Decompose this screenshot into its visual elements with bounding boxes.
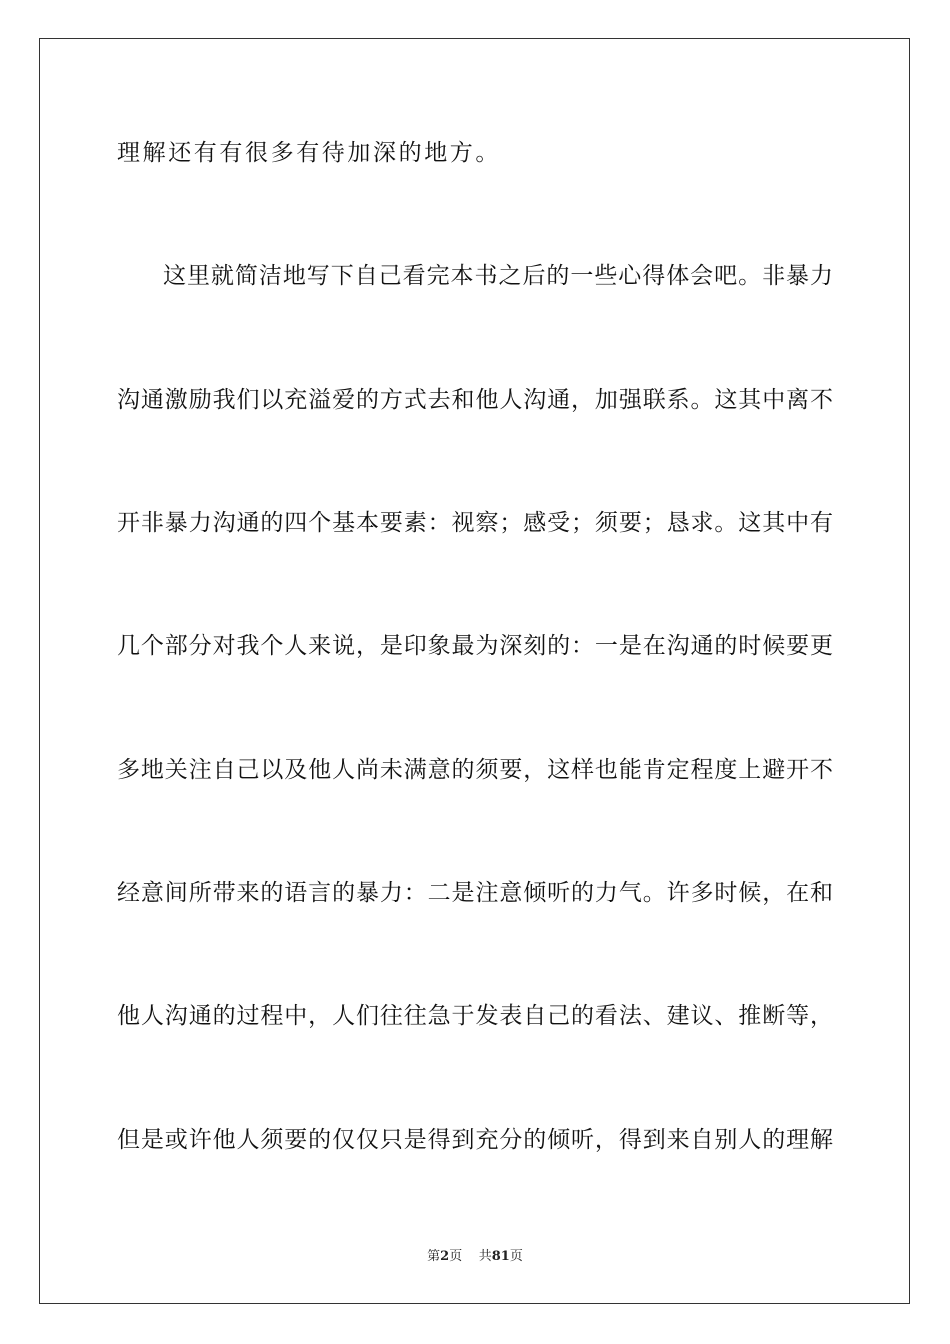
text-line-8: 他人沟通的过程中，人们往往急于发表自己的看法、建议、推断等， [117,1003,833,1029]
page-number: 2 [440,1249,450,1264]
text-line-6: 多地关注自己以及他人尚未满意的须要，这样也能肯定程度上避开不 [117,757,833,783]
page-suffix: 页 [449,1249,463,1264]
text-line-7: 经意间所带来的语言的暴力：二是注意倾听的力气。许多时候，在和 [117,880,833,906]
page-border [39,38,910,1304]
text-line-5: 几个部分对我个人来说，是印象最为深刻的：一是在沟通的时候要更 [117,633,833,659]
page-prefix: 第 [427,1249,441,1264]
page-footer [0,1248,950,1266]
text-line-4: 开非暴力沟通的四个基本要素：视察；感受；须要；恳求。这其中有 [117,510,833,536]
total-pages: 81 [491,1249,510,1264]
text-line-2: 这里就简洁地写下自己看完本书之后的一些心得体会吧。非暴力 [163,263,833,289]
text-line-9: 但是或许他人须要的仅仅只是得到充分的倾听，得到来自别人的理解 [117,1127,833,1153]
total-suffix: 页 [509,1249,523,1264]
text-line-3: 沟通激励我们以充溢爱的方式去和他人沟通，加强联系。这其中离不 [117,387,833,413]
total-prefix: 共 [478,1249,492,1264]
text-line-1: 理解还有有很多有待加深的地方。 [117,140,501,166]
